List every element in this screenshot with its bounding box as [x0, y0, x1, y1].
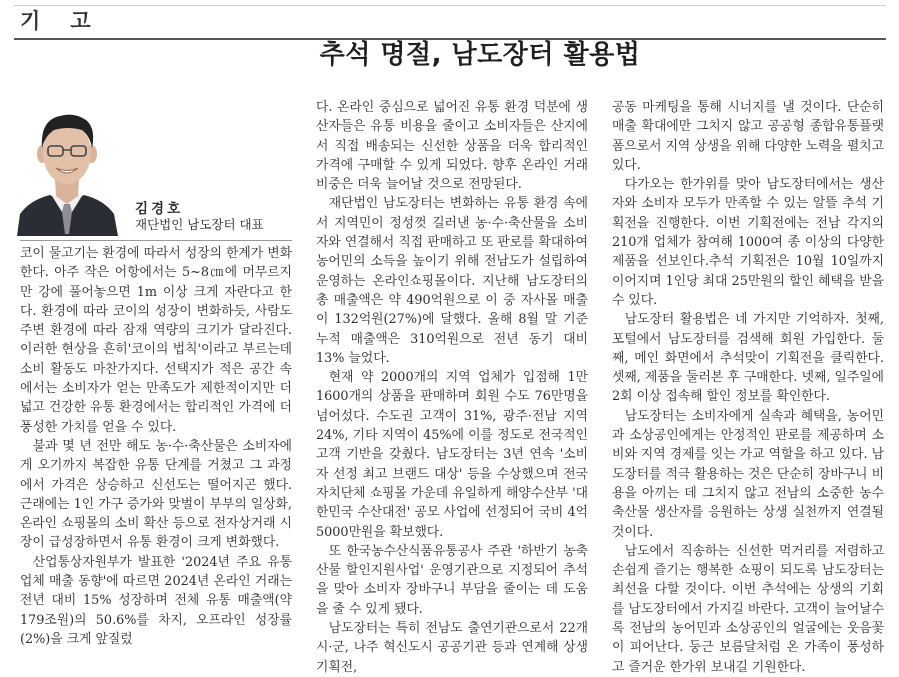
author-title: 재단법인 남도장터 대표	[135, 217, 264, 232]
paragraph: 남도장터 활용법은 네 가지만 기억하자. 첫째, 포털에서 남도장터를 검색해 회원 가입한다. 둘째, 메인 화면에서 추석맞이 기획전을 클릭한다. 셋째, 제품을 둘러본 후 구매한다. 넷째, 일주일에 2회 이상 접속해 할인 정보를 확인한다.	[612, 312, 884, 405]
column-1	[20, 244, 292, 647]
paragraph: 남도에서 직송하는 신선한 먹거리를 저렴하고 손쉽게 즐기는 행복한 쇼핑이 되도록 남도장터는 최선을 다할 것이다. 이번 추석에는 상생의 기회를 남도장터에서 가지길 바란다. 고객이 늘어날수록 전남의 농어민과 소상공인의 얼굴에는 웃음꽃이 피어난다. 둥근 보름달처럼 온 가족이 풍성하고 즐거운 한가위 보내길 기원한다.	[612, 543, 884, 675]
paragraph: 또 한국농수산식품유통공사 주관 '하반기 농축산물 할인지원사업' 운영기관으로 지정되어 추석을 맞아 소비자 장바구니 부담을 줄이는 데 도움을 줄 수 있게 됐다.	[316, 543, 588, 617]
paragraph: 재단법인 남도장터는 변화하는 유통 환경 속에서 지역민이 정성껏 길러낸 농·수·축산물을 소비자와 연결해서 직접 판매하고 또 판로를 확대하여 농어민의 소득을 높이기 위해 전남도가 설립하여 운영하는 온라인쇼핑몰이다. 지난해 남도장터의 총 매출액은 약 490억원으로 이 중 자사몰 매출이 132억원(27%)에 달했다. 올해 8월 말 기준 누적 매출액은 310억원으로 전년 동기 대비 13% 늘었다.	[316, 196, 588, 366]
headline: 추석 명절, 남도장터 활용법	[319, 40, 641, 70]
paragraph: 다. 온라인 중심으로 넓어진 유통 환경 덕분에 생산자들은 유통 비용을 줄이고 소비자들은 산지에서 직접 배송되는 신선한 상품을 더욱 합리적인 가격에 구매할 수 있게 되었다. 향후 온라인 거래 비중은 더욱 늘어날 것으로 전망된다.	[316, 100, 588, 193]
paragraph: 남도장터는 특히 전남도 출연기관으로서 22개 시·군, 나주 혁신도시 공공기관 등과 연계해 상생 기획전,	[316, 621, 588, 675]
column-rule-1	[20, 240, 292, 241]
author-photo	[12, 96, 122, 236]
top-rule	[14, 5, 886, 6]
paragraph: 공동 마케팅을 통해 시너지를 낼 것이다. 단순히 매출 확대에만 그치지 않고 공공형 종합유통플랫폼으로서 지역 상생을 위해 다양한 노력을 펼치고 있다.	[612, 100, 884, 173]
column-3	[612, 98, 884, 675]
column-2	[316, 98, 588, 675]
paragraph: 산업통상자원부가 발표한 '2024년 주요 유통 업체 매출 동향'에 따르면 2024년 온라인 거래는 전년 대비 15% 성장하며 전체 유통 매출액(약 179조원)의 50.6%를 차지, 오프라인 성장률(2%)을 크게 앞질렀	[20, 554, 292, 647]
paragraph: 현재 약 2000개의 지역 업체가 입점해 1만 1600개의 상품을 판매하며 회원 수도 76만명을 넘어섰다. 수도권 고객이 31%, 광주·전남 지역 24%, 기타 지역이 45%에 이를 정도로 전국적인 고객 기반을 갖췄다. 남도장터는 3년 연속 '소비자 선정 최고 브랜드 대상' 등을 수상했으며 전국 자치단체 쇼핑몰 가운데 유일하게 해양수산부 '대한민국 수산대전' 공모 사업에 선정되어 국비 4억5000만원을 확보했다.	[316, 370, 588, 540]
author-name: 김경호	[135, 201, 184, 217]
paragraph: 다가오는 한가위를 맞아 남도장터에서는 생산자와 소비자 모두가 만족할 수 있는 알뜰 추석 기획전을 진행한다. 이번 기획전에는 전남 각지의 210개 업체가 참여해 1000여 종 이상의 다양한 제품을 선보인다.추석 기획전은 10월 10일까지 이어지며 1인당 최대 25만원의 할인 혜택을 받을 수 있다.	[612, 177, 884, 308]
section-label: 기고	[20, 9, 121, 33]
paragraph: 코이 물고기는 환경에 따라서 성장의 한계가 변화한다. 아주 작은 어항에서는 5~8㎝에 머무르지만 강에 풀어놓으면 1m 이상 크게 자란다고 한다. 환경에 따라 코이의 성장이 변화하듯, 사람도 주변 환경에 따라 잠재 역량의 크기가 달라진다. 이러한 현상을 흔히'코이의 법칙'이라고 부르는데 소비 활동도 마찬가지다. 선택지가 적은 공간 속에서는 소비자가 얻는 만족도가 제한적이지만 더 넓고 건강한 유통 환경에서는 합리적인 가격에 더 풍성한 가치를 얻을 수 있다.	[20, 246, 292, 435]
paragraph: 남도장터는 소비자에게 실속과 혜택을, 농어민과 소상공인에게는 안정적인 판로를 제공하며 소비와 지역 경제를 잇는 가교 역할을 하고 있다. 남도장터를 적극 활용하는 것은 단순히 장바구니 비용을 아끼는 데 그치지 않고 전남의 소중한 농수축산물 생산자를 응원하는 상생 실천까지 연결될 것이다.	[612, 408, 884, 540]
paragraph: 불과 몇 년 전만 해도 농·수·축산물은 소비자에게 오기까지 복잡한 유통 단계를 거쳤고 그 과정에서 가격은 상승하고 신선도는 떨어지곤 했다. 근래에는 1인 가구 증가와 맞벌이 부부의 일상화, 온라인 쇼핑몰의 소비 확산 등으로 전자상거래 시장이 급성장하면서 유통 환경이 크게 변화했다.	[20, 438, 292, 551]
